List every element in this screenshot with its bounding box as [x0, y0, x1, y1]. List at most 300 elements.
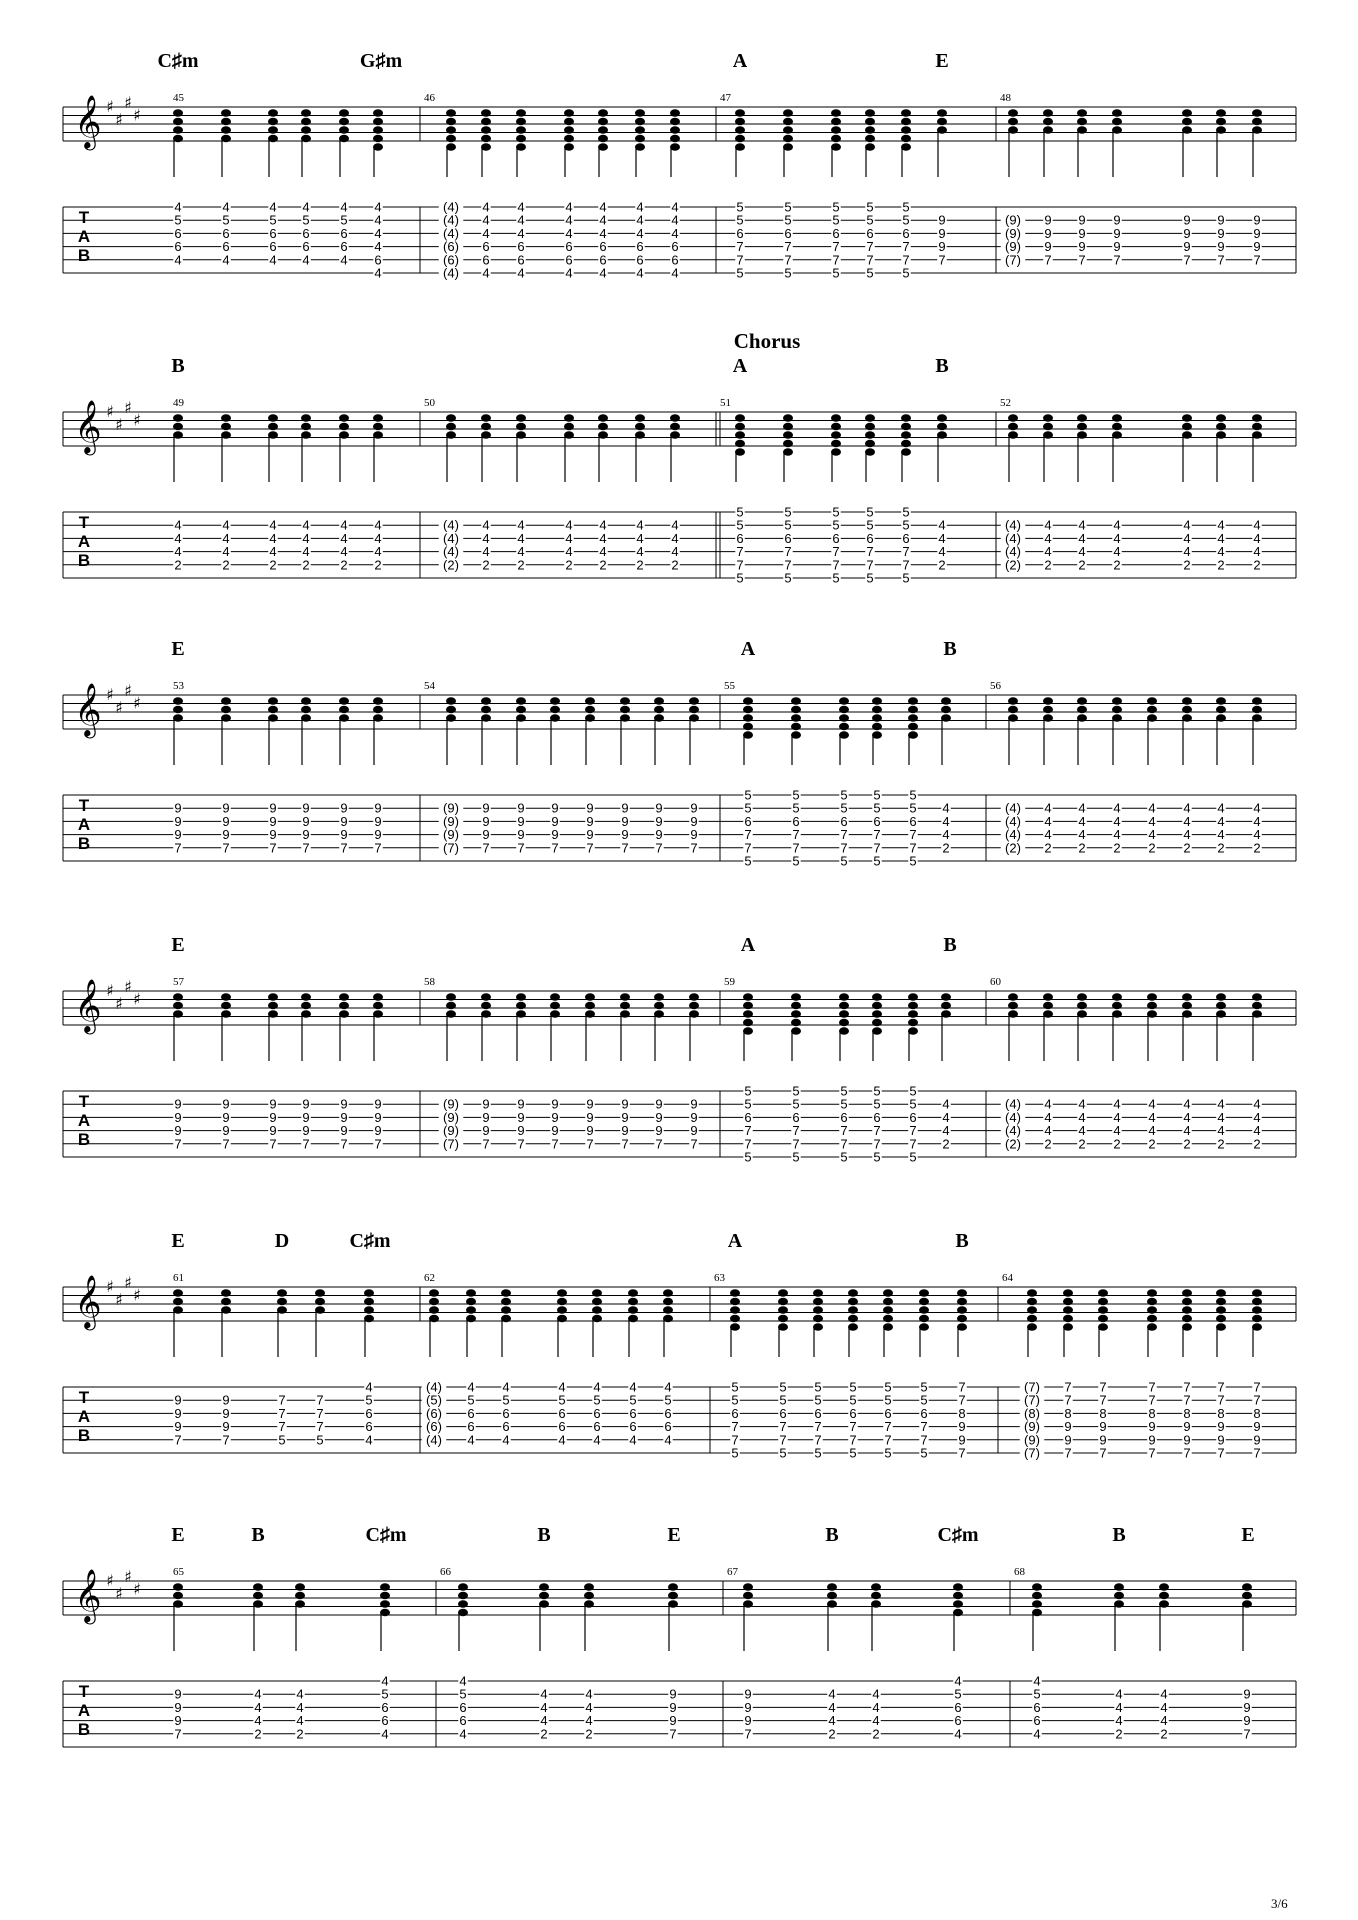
notehead — [516, 423, 526, 431]
notehead — [598, 109, 608, 117]
notehead — [730, 1298, 740, 1306]
fret-number: 4 — [1113, 544, 1121, 560]
fret-number: (4) — [1005, 813, 1021, 829]
measure-number: 50 — [424, 397, 435, 409]
fret-number: 6 — [365, 1405, 373, 1421]
fret-number: 5 — [316, 1432, 324, 1448]
notehead — [584, 1592, 594, 1600]
fret-number: 4 — [636, 517, 644, 533]
notehead — [953, 1592, 963, 1600]
fret-number: 4 — [954, 1726, 962, 1742]
measure-number: 63 — [714, 1272, 725, 1284]
notehead — [1216, 423, 1226, 431]
fret-number: 7 — [909, 840, 917, 856]
fret-number: 4 — [671, 212, 679, 228]
measure-number: 59 — [724, 976, 735, 988]
notehead — [458, 1600, 468, 1608]
fret-number: 2 — [254, 1726, 262, 1742]
notehead — [628, 1306, 638, 1314]
fret-number: 2 — [1044, 1136, 1052, 1152]
fret-number: 9 — [517, 813, 525, 829]
notehead — [937, 109, 947, 117]
notehead — [783, 126, 793, 134]
fret-number: 9 — [1183, 212, 1191, 228]
chord-name: B — [171, 355, 185, 377]
fret-number: 4 — [222, 517, 230, 533]
fret-number: 9 — [302, 827, 310, 843]
measure-50 — [424, 397, 720, 578]
notehead — [1216, 697, 1226, 705]
fret-number: 9 — [1078, 239, 1086, 255]
notehead — [783, 440, 793, 448]
fret-number: 2 — [1183, 1136, 1191, 1152]
fret-number: 9 — [302, 813, 310, 829]
fret-number: 4 — [482, 199, 490, 215]
notehead — [1216, 1289, 1226, 1297]
notehead — [564, 414, 574, 422]
notehead — [380, 1592, 390, 1600]
notehead — [373, 1002, 383, 1010]
fret-number: 5 — [784, 212, 792, 228]
fret-number: 2 — [1253, 557, 1261, 573]
measure-58 — [424, 976, 720, 1157]
chord-name: E — [171, 934, 185, 956]
notehead — [598, 126, 608, 134]
notehead — [839, 993, 849, 1001]
fret-number: 4 — [1113, 827, 1121, 843]
notehead — [1027, 1289, 1037, 1297]
notehead — [380, 1583, 390, 1591]
fret-number: 9 — [690, 1096, 698, 1112]
notehead — [872, 723, 882, 731]
fret-number: 6 — [792, 1109, 800, 1125]
fret-number: 4 — [1253, 1123, 1261, 1139]
notehead — [339, 414, 349, 422]
notehead — [173, 126, 183, 134]
measure-67 — [727, 1566, 1010, 1747]
sharp-icon: ♯ — [106, 402, 114, 421]
notehead — [221, 423, 231, 431]
fret-number: 7 — [1064, 1379, 1072, 1395]
notehead — [872, 1019, 882, 1027]
fret-number: 9 — [374, 827, 382, 843]
fret-number: 6 — [1033, 1699, 1041, 1715]
fret-number: 5 — [736, 265, 744, 281]
notehead — [339, 109, 349, 117]
fret-number: 7 — [482, 1136, 490, 1152]
fret-number: 6 — [340, 225, 348, 241]
notehead — [301, 993, 311, 1001]
fret-number: 4 — [1044, 1109, 1052, 1125]
fret-number: 6 — [374, 252, 382, 268]
fret-number: 9 — [669, 1713, 677, 1729]
fret-number: 4 — [1253, 544, 1261, 560]
measure-55 — [724, 680, 986, 869]
fret-number: 7 — [1099, 1445, 1107, 1461]
fret-number: 5 — [902, 199, 910, 215]
fret-number: 8 — [1148, 1405, 1156, 1421]
notehead — [670, 135, 680, 143]
fret-number: 5 — [302, 212, 310, 228]
notehead — [735, 109, 745, 117]
fret-number: 5 — [744, 1083, 752, 1099]
fret-number: 9 — [374, 1123, 382, 1139]
fret-number: 9 — [482, 813, 490, 829]
fret-number: 8 — [1253, 1405, 1261, 1421]
measure-number: 45 — [173, 92, 184, 104]
treble-clef-icon: 𝄞 — [74, 978, 102, 1032]
notehead — [1182, 1315, 1192, 1323]
notehead — [585, 1002, 595, 1010]
fret-number: 6 — [902, 530, 910, 546]
fret-number: 4 — [1160, 1686, 1168, 1702]
notehead — [253, 1592, 263, 1600]
fret-number: 9 — [482, 827, 490, 843]
fret-number: 9 — [690, 813, 698, 829]
fret-number: 7 — [1044, 252, 1052, 268]
notehead — [516, 135, 526, 143]
notehead — [301, 414, 311, 422]
notehead — [1182, 1002, 1192, 1010]
notehead — [872, 993, 882, 1001]
fret-number: 5 — [884, 1392, 892, 1408]
notehead — [1216, 118, 1226, 126]
fret-number: 6 — [664, 1419, 672, 1435]
chord-name: B — [251, 1524, 265, 1546]
fret-number: 4 — [174, 517, 182, 533]
fret-number: 4 — [1217, 1096, 1225, 1112]
fret-number: 4 — [558, 1432, 566, 1448]
notehead — [1008, 414, 1018, 422]
fret-number: 5 — [784, 199, 792, 215]
sharp-icon: ♯ — [133, 105, 141, 125]
notehead — [268, 423, 278, 431]
notehead — [620, 993, 630, 1001]
fret-number: 9 — [1183, 225, 1191, 241]
fret-number: 2 — [1113, 840, 1121, 856]
fret-number: 2 — [599, 557, 607, 573]
fret-number: 7 — [866, 252, 874, 268]
notehead — [339, 126, 349, 134]
fret-number: 9 — [222, 813, 230, 829]
fret-number: 4 — [671, 199, 679, 215]
notehead — [1252, 706, 1262, 714]
fret-number: 6 — [269, 239, 277, 255]
fret-number: (8) — [1024, 1405, 1040, 1421]
fret-number: 6 — [954, 1713, 962, 1729]
fret-number: 5 — [902, 570, 910, 586]
notehead — [1114, 1583, 1124, 1591]
fret-number: 6 — [671, 239, 679, 255]
measure-number: 58 — [424, 976, 435, 988]
notehead — [173, 697, 183, 705]
fret-number: 2 — [1160, 1726, 1168, 1742]
notehead — [481, 118, 491, 126]
fret-number: 2 — [1044, 840, 1052, 856]
fret-number: 6 — [558, 1419, 566, 1435]
fret-number: 9 — [269, 813, 277, 829]
notehead — [446, 126, 456, 134]
fret-number: (7) — [1024, 1392, 1040, 1408]
fret-number: 4 — [459, 1673, 467, 1689]
notehead — [481, 109, 491, 117]
notehead — [1252, 423, 1262, 431]
notehead — [446, 423, 456, 431]
treble-clef-icon: 𝄞 — [74, 1568, 102, 1622]
fret-number: 5 — [814, 1445, 822, 1461]
fret-number: 5 — [866, 504, 874, 520]
notehead — [373, 993, 383, 1001]
fret-number: 5 — [736, 504, 744, 520]
notehead — [268, 993, 278, 1001]
notehead — [635, 414, 645, 422]
tab-clef-letter: B — [77, 246, 91, 265]
notehead — [791, 1002, 801, 1010]
fret-number: 9 — [222, 1392, 230, 1408]
fret-number: 7 — [1217, 1445, 1225, 1461]
fret-number: 4 — [565, 530, 573, 546]
notehead — [670, 423, 680, 431]
fret-number: 7 — [1113, 252, 1121, 268]
fret-number: 9 — [1217, 1419, 1225, 1435]
fret-number: 4 — [585, 1686, 593, 1702]
notehead — [1008, 109, 1018, 117]
notehead — [831, 423, 841, 431]
fret-number: 9 — [938, 225, 946, 241]
notehead — [663, 1289, 673, 1297]
fret-number: 4 — [636, 199, 644, 215]
fret-number: 6 — [784, 530, 792, 546]
fret-number: 4 — [1044, 517, 1052, 533]
notehead — [564, 118, 574, 126]
fret-number: (9) — [443, 800, 459, 816]
fret-number: 7 — [744, 1726, 752, 1742]
fret-number: 4 — [599, 199, 607, 215]
fret-number: 9 — [222, 827, 230, 843]
notehead — [743, 714, 753, 722]
fret-number: 4 — [1148, 827, 1156, 843]
fret-number: 7 — [866, 239, 874, 255]
fret-number: 4 — [942, 827, 950, 843]
fret-number: 4 — [1113, 1096, 1121, 1112]
fret-number: 5 — [736, 570, 744, 586]
fret-number: 7 — [731, 1432, 739, 1448]
notehead — [839, 714, 849, 722]
notehead — [1159, 1592, 1169, 1600]
notehead — [315, 1289, 325, 1297]
notehead — [466, 1298, 476, 1306]
notehead — [831, 118, 841, 126]
fret-number: 5 — [736, 199, 744, 215]
notehead — [635, 126, 645, 134]
notehead — [865, 423, 875, 431]
fret-number: (9) — [1005, 239, 1021, 255]
fret-number: 2 — [296, 1726, 304, 1742]
fret-number: 4 — [517, 544, 525, 560]
notehead — [592, 1298, 602, 1306]
treble-clef-icon: 𝄞 — [74, 682, 102, 736]
tab-clef-letter: A — [77, 1701, 91, 1720]
tab-clef-letter: A — [77, 815, 91, 834]
notehead — [1008, 697, 1018, 705]
fret-number: 5 — [866, 570, 874, 586]
notehead — [735, 135, 745, 143]
notehead — [564, 135, 574, 143]
fret-number: 7 — [174, 1726, 182, 1742]
sharp-icon: ♯ — [133, 693, 141, 713]
fret-number: 9 — [1243, 1686, 1251, 1702]
fret-number: 4 — [1078, 544, 1086, 560]
fret-number: 9 — [1183, 1432, 1191, 1448]
fret-number: 4 — [340, 517, 348, 533]
fret-number: 9 — [174, 1405, 182, 1421]
fret-number: 4 — [1148, 1096, 1156, 1112]
notehead — [1216, 1315, 1226, 1323]
fret-number: 9 — [586, 827, 594, 843]
fret-number: 4 — [467, 1432, 475, 1448]
fret-number: 6 — [459, 1699, 467, 1715]
notehead — [501, 1306, 511, 1314]
fret-number: 9 — [1078, 225, 1086, 241]
notehead — [598, 423, 608, 431]
fret-number: 4 — [1183, 827, 1191, 843]
system-5 — [63, 1230, 1296, 1461]
notehead — [1216, 706, 1226, 714]
fret-number: 6 — [832, 530, 840, 546]
notehead — [339, 423, 349, 431]
measure-number: 48 — [1000, 92, 1011, 104]
notehead — [516, 697, 526, 705]
fret-number: 7 — [779, 1432, 787, 1448]
fret-number: 7 — [517, 1136, 525, 1152]
notehead — [1032, 1583, 1042, 1591]
notehead — [1242, 1592, 1252, 1600]
fret-number: 7 — [222, 1136, 230, 1152]
notehead — [865, 431, 875, 439]
notehead — [865, 135, 875, 143]
fret-number: 7 — [302, 840, 310, 856]
notehead — [592, 1289, 602, 1297]
notehead — [1159, 1583, 1169, 1591]
fret-number: 4 — [1183, 1123, 1191, 1139]
fret-number: 5 — [744, 853, 752, 869]
fret-number: 9 — [1113, 225, 1121, 241]
fret-number: 5 — [884, 1379, 892, 1395]
notehead — [919, 1289, 929, 1297]
fret-number: 4 — [174, 199, 182, 215]
chord-name: A — [732, 50, 748, 72]
fret-number: 5 — [779, 1379, 787, 1395]
notehead — [481, 126, 491, 134]
notehead — [173, 423, 183, 431]
fret-number: 9 — [174, 1096, 182, 1112]
notehead — [373, 126, 383, 134]
notehead — [481, 135, 491, 143]
notehead — [730, 1315, 740, 1323]
fret-number: 6 — [866, 225, 874, 241]
chord-name: A — [727, 1230, 743, 1252]
notehead — [301, 697, 311, 705]
sharp-icon: ♯ — [115, 109, 123, 129]
chord-name: A — [740, 638, 756, 660]
fret-number: 9 — [340, 1096, 348, 1112]
fret-number: 4 — [599, 265, 607, 281]
fret-number: 5 — [873, 1149, 881, 1165]
fret-number: 9 — [1113, 239, 1121, 255]
fret-number: 4 — [565, 544, 573, 560]
fret-number: 5 — [381, 1686, 389, 1702]
notehead — [373, 118, 383, 126]
fret-number: 4 — [1253, 517, 1261, 533]
fret-number: 4 — [585, 1699, 593, 1715]
notehead — [831, 414, 841, 422]
tab-clef-letter: T — [78, 208, 90, 227]
fret-number: 9 — [374, 800, 382, 816]
fret-number: 7 — [222, 1432, 230, 1448]
notehead — [585, 993, 595, 1001]
fret-number: 5 — [664, 1392, 672, 1408]
notehead — [937, 118, 947, 126]
notehead — [585, 706, 595, 714]
notehead — [620, 706, 630, 714]
notehead — [446, 135, 456, 143]
fret-number: 9 — [222, 1419, 230, 1435]
tab-clef-letter: T — [78, 1682, 90, 1701]
notehead — [550, 1002, 560, 1010]
notehead — [735, 414, 745, 422]
notehead — [654, 1002, 664, 1010]
notehead — [221, 697, 231, 705]
fret-number: (9) — [443, 813, 459, 829]
fret-number: 5 — [222, 212, 230, 228]
fret-number: (9) — [443, 827, 459, 843]
sharp-icon: ♯ — [133, 410, 141, 430]
fret-number: 4 — [1253, 827, 1261, 843]
treble-clef-icon: 𝄞 — [74, 1274, 102, 1328]
notehead — [908, 1002, 918, 1010]
notehead — [1114, 1592, 1124, 1600]
fret-number: 2 — [1217, 557, 1225, 573]
chord-name: B — [935, 355, 949, 377]
fret-number: 7 — [840, 827, 848, 843]
fret-number: 7 — [784, 252, 792, 268]
fret-number: 7 — [551, 1136, 559, 1152]
treble-clef-icon: 𝄞 — [74, 94, 102, 148]
fret-number: 4 — [1044, 1123, 1052, 1139]
fret-number: 4 — [374, 517, 382, 533]
sharp-icon: ♯ — [106, 1571, 114, 1590]
notehead — [173, 1002, 183, 1010]
notehead — [173, 1298, 183, 1306]
fret-number: 9 — [621, 1096, 629, 1112]
fret-number: 6 — [222, 239, 230, 255]
notehead — [1032, 1600, 1042, 1608]
fret-number: 4 — [1217, 827, 1225, 843]
fret-number: 6 — [517, 252, 525, 268]
notehead — [883, 1306, 893, 1314]
fret-number: 8 — [1099, 1405, 1107, 1421]
fret-number: 4 — [1078, 530, 1086, 546]
notehead — [848, 1289, 858, 1297]
fret-number: 4 — [1044, 1096, 1052, 1112]
fret-number: 9 — [517, 800, 525, 816]
fret-number: 7 — [1253, 1392, 1261, 1408]
fret-number: (4) — [1005, 1109, 1021, 1125]
notehead — [865, 440, 875, 448]
notehead — [1216, 1002, 1226, 1010]
notehead — [516, 414, 526, 422]
fret-number: 7 — [316, 1405, 324, 1421]
